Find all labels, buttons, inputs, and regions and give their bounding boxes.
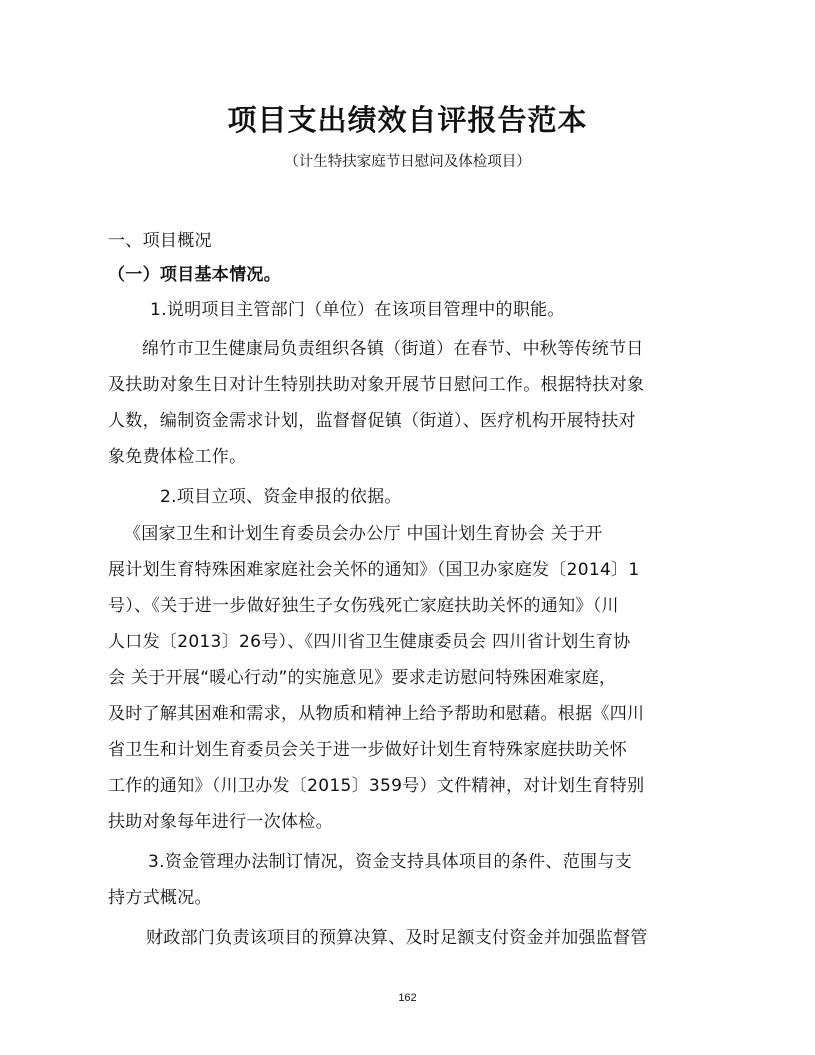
paragraph-line: 财政部门负责该项目的预算决算、及时足额支付资金并加强监督管	[146, 928, 648, 948]
paragraph-line: 绵竹市卫生健康局负责组织各镇（街道）在春节、中秋等传统节日	[142, 339, 644, 359]
paragraph-line: 1.说明项目主管部门（单位）在该项目管理中的职能。	[150, 300, 565, 320]
paragraph-line: 象免费体检工作。	[108, 447, 247, 467]
paragraph-line: 号）、《关于进一步做好独生子女伤残死亡家庭扶助关怀的通知》（川	[108, 596, 619, 616]
paragraph-line: 及时了解其困难和需求，从物质和精神上给予帮助和慰藉。根据《四川	[108, 704, 645, 724]
paragraph-line: 人口发〔2013〕26号）、《四川省卫生健康委员会 四川省计划生育协	[108, 632, 631, 652]
document-subtitle: （计生特扶家庭节日慰问及体检项目）	[284, 154, 531, 170]
page-number: 162	[398, 992, 417, 1004]
paragraph-line: 人数，编制资金需求计划，监督督促镇（街道）、医疗机构开展特扶对	[108, 411, 636, 431]
subsection-heading-1-1: （一）项目基本情况。	[108, 265, 281, 285]
section-heading-1: 一、项目概况	[108, 231, 212, 251]
paragraph-line: 3.资金管理办法制订情况，资金支持具体项目的条件、范围与支	[148, 852, 632, 872]
paragraph-line: 工作的通知》（川卫办发〔2015〕359号）文件精神，对计划生育特别	[108, 776, 645, 796]
paragraph-line: 扶助对象每年进行一次体检。	[108, 812, 333, 832]
paragraph-line: 及扶助对象生日对计生特别扶助对象开展节日慰问工作。根据特扶对象	[108, 375, 645, 395]
paragraph-line: 会 关于开展“暖心行动”的实施意见》要求走访慰问特殊困难家庭，	[108, 668, 617, 688]
paragraph-line: 展计划生育特殊困难家庭社会关怀的通知》（国卫办家庭发〔2014〕1	[108, 560, 640, 580]
document-title: 项目支出绩效自评报告范本	[227, 103, 588, 137]
paragraph-line: 持方式概况。	[108, 888, 212, 908]
paragraph-line: 2.项目立项、资金申报的依据。	[160, 487, 402, 507]
paragraph-line: 《国家卫生和计划生育委员会办公厅 中国计划生育协会 关于开	[124, 524, 603, 544]
paragraph-line: 省卫生和计划生育委员会关于进一步做好计划生育特殊家庭扶助关怀	[108, 740, 627, 760]
